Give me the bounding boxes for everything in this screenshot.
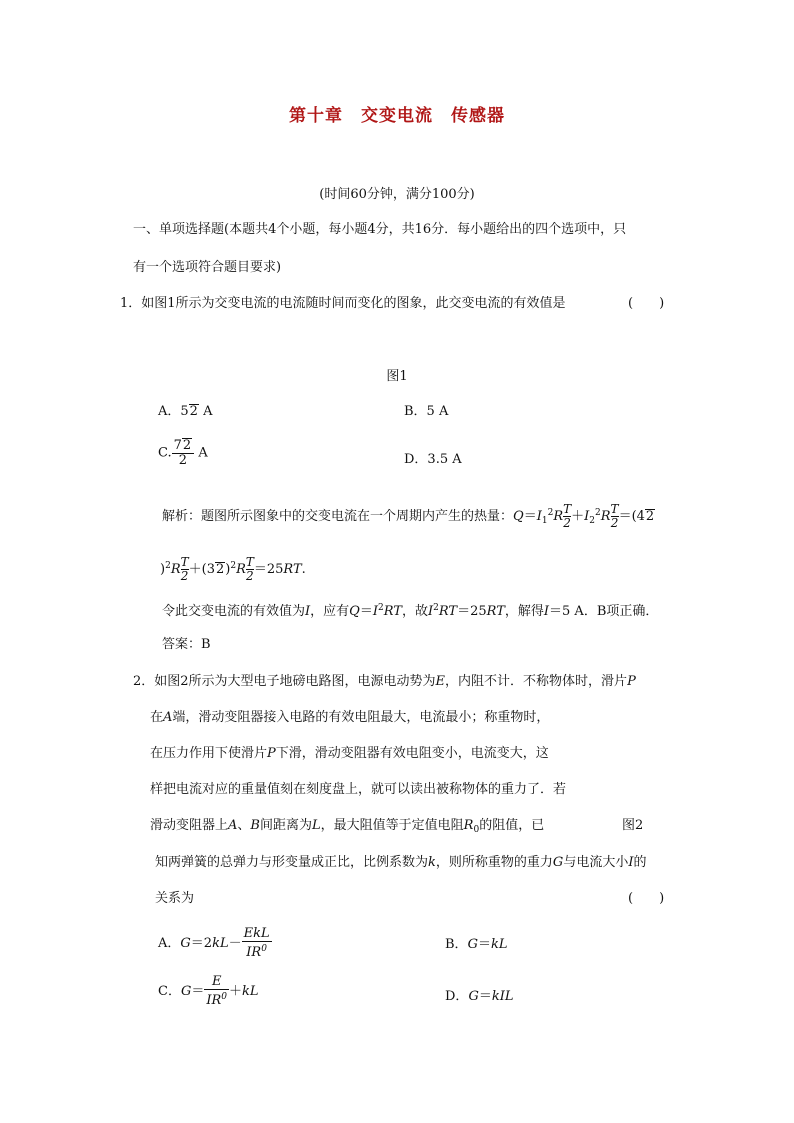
q1-analysis-line1: 解析：题图所示图象中的交变电流在一个周期内产生的热量：$Q=I_1^2R$ $\frac{T}{2}$ $+I_2^2R$ $\frac{T}{2}$ ＝(42 (162, 502, 655, 530)
q2-line2: 在A端，滑动变阻器接入电路的有效电阻最大，电流最小；称重物时， (150, 710, 550, 725)
q2-line6: 知两弹簧的总弹力与形变量成正比，比例系数为k，则所称重物的重力G与电流大小I的 (155, 855, 647, 870)
q1-option-c[interactable]: C. $\frac{72}{2}$ A (158, 438, 208, 468)
q2-line5: 滑动变阻器上A、B间距离为L，最大阻值等于定值电阻$R_0$的阻值，已 (150, 818, 545, 835)
q2-line7: 关系为 (155, 891, 195, 906)
q2-line3: 在压力作用下使滑片P下滑，滑动变阻器有效电阻变小，电流变大，这 (150, 746, 549, 761)
q2-option-b[interactable]: B．G＝kL (445, 937, 508, 952)
q2-line4: 样把电流对应的重量值刻在刻度盘上，就可以读出被称物体的重力了．若 (150, 782, 567, 797)
q1-option-a[interactable]: A．52 A (158, 404, 213, 419)
q1-analysis-line2: )$^2$R $\frac{T}{2}$ $+(32)^2R$ $\frac{T}{2}$ ＝25RT. (160, 555, 306, 583)
section-heading-line2: 有一个选项符合题目要求) (133, 260, 282, 275)
q1-analysis-line3: 令此交变电流的有效值为I，应有$Q=I^2RT$，故$I^2RT=25RT$，解得I＝5 A．B项正确． (162, 603, 659, 619)
q2-option-a[interactable]: A．G＝2kL－ $\frac{\text{EkL}}{IR^0}$ (158, 926, 270, 960)
q2-figure-label: 图2 (622, 818, 644, 833)
q2-option-c[interactable]: C．G＝ $\frac{E}{IR^0}$ ＋kL (158, 974, 259, 1008)
q1-answer: 答案：B (162, 637, 211, 652)
exam-meta: (时间60分钟，满分100分) (319, 187, 475, 202)
q2-option-d[interactable]: D．G＝kIL (445, 989, 514, 1004)
page-title: 第十章 交变电流 传感器 (289, 106, 505, 126)
q1-answer-bracket: ( ) (628, 296, 665, 311)
q1-figure-label: 图1 (386, 369, 408, 384)
section-heading-line1: 一、单项选择题(本题共4个小题，每小题4分，共16分．每小题给出的四个选项中，只 (133, 222, 627, 237)
q2-line1: 2．如图2所示为大型电子地磅电路图，电源电动势为E，内阻不计．不称物体时，滑片P (133, 674, 636, 689)
q1-option-d[interactable]: D．3.5 A (404, 452, 462, 467)
q1-stem: 1．如图1所示为交变电流的电流随时间而变化的图象，此交变电流的有效值是 (120, 296, 566, 311)
q2-answer-bracket: ( ) (628, 891, 665, 906)
q1-option-b[interactable]: B．5 A (404, 404, 449, 419)
